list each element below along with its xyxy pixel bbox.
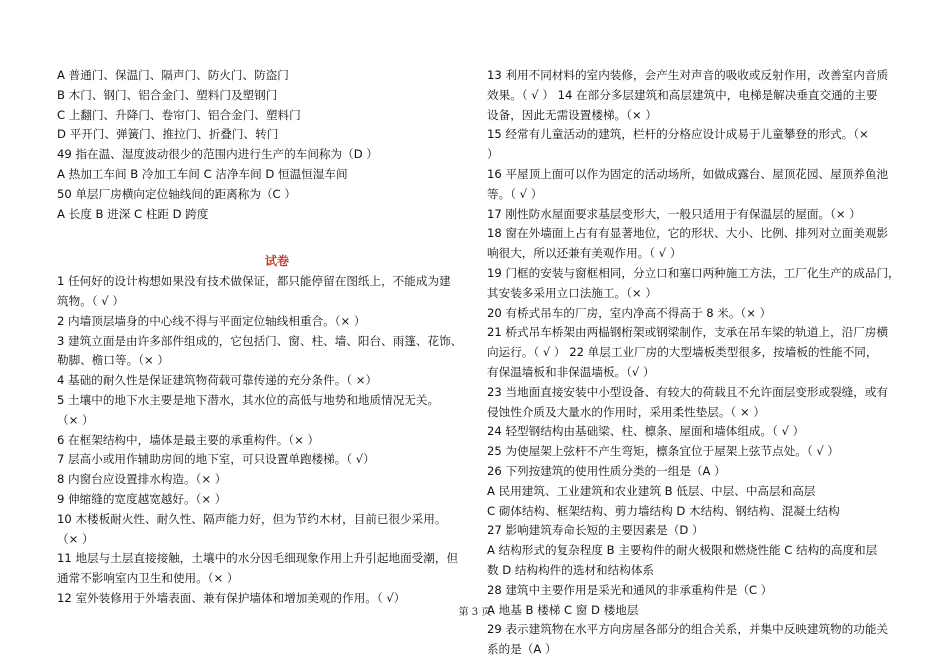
section-gap bbox=[57, 224, 467, 252]
text-line: 7 层高小或用作辅助房间的地下室，可只设置单跑楼梯。（ √） bbox=[57, 452, 375, 467]
text-line: 其安装多采用立口法施工。（× ） bbox=[487, 285, 657, 300]
text-line: 通常不影响室内卫生和使用。（× ） bbox=[57, 571, 239, 586]
text-line: 19 门框的安装与窗框相同，分立口和塞口两种施工方法，工厂化生产的成品门， bbox=[487, 265, 900, 280]
text-line: A 民用建筑、工业建筑和农业建筑 B 低层、中层、中高层和高层 bbox=[487, 483, 816, 498]
text-line: 29 表示建筑物在水平方向房屋各部分的组合关系，并集中反映建筑物的功能关 bbox=[487, 622, 889, 637]
text-line: 设备，因此无需设置楼梯。（× ） bbox=[487, 107, 657, 122]
text-line: 响很大，所以还兼有美观作用。（ √ ） bbox=[487, 246, 682, 261]
text-line: A 普通门、保温门、隔声门、防火门、防盗门 bbox=[57, 68, 289, 82]
text-line: A 长度 B 进深 C 柱距 D 跨度 bbox=[57, 206, 209, 221]
text-line: 10 木楼板耐火性、耐久性、隔声能力好，但为节约木材，目前已很少采用。 bbox=[57, 511, 447, 526]
text-line: 18 窗在外墙面上占有有显著地位，它的形状、大小、比例、排列对立面美观影 bbox=[487, 226, 889, 241]
text-line: （× ） bbox=[57, 531, 94, 546]
text-line: C 上翻门、升降门、卷帘门、铝合金门、塑料门 bbox=[57, 107, 301, 122]
text-line: 26 下列按建筑的使用性质分类的一组是（A ） bbox=[487, 463, 726, 478]
text-line: 8 内窗台应设置排水构造。（× ） bbox=[57, 472, 227, 487]
right-column bbox=[487, 66, 900, 660]
text-line: 11 地层与土层直接接触，土壤中的水分因毛细现象作用上升引起地面受潮，但 bbox=[57, 551, 459, 566]
text-line: 49 指在温、湿度波动很少的范围内进行生产的车间称为（D ） bbox=[57, 147, 378, 162]
left-column bbox=[57, 66, 467, 609]
text-line: 21 桥式吊车桥架由两榀钢桁架或钢梁制作，支承在吊车梁的轨道上，沿厂房横 bbox=[487, 325, 889, 340]
text-line: 25 为使屋架上弦杆不产生弯矩，檩条宜位于屋架上弦节点处。（ √ ） bbox=[487, 444, 840, 459]
text-line: 12 室外装修用于外墙表面、兼有保护墙体和增加美观的作用。（ √） bbox=[57, 590, 406, 605]
text-line: B 木门、钢门、铝合金门、塑料门及塑钢门 bbox=[57, 87, 278, 102]
text-line: 向运行。（ √ ） 22 单层工业厂房的大型墙板类型很多，按墙板的性能不同， bbox=[487, 345, 878, 360]
text-line: 17 刚性防水屋面要求基层变形大，一般只适用于有保温层的屋面。（× ） bbox=[487, 206, 861, 221]
text-line: 5 土壤中的地下水主要是地下潜水，其水位的高低与地势和地质情况无关。 bbox=[57, 392, 440, 407]
text-line: C 砌体结构、框架结构、剪力墙结构 D 木结构、钢结构、混凝土结构 bbox=[487, 503, 840, 518]
text-line: A 结构形式的复杂程度 B 主要构件的耐火极限和燃烧性能 C 结构的高度和层 bbox=[487, 543, 878, 558]
text-line: 15 经常有儿童活动的建筑，栏杆的分格应设计成易于儿童攀登的形式。（× bbox=[487, 127, 869, 142]
text-line: 20 有桥式吊车的厂房，室内净高不得高于 8 米。（× ） bbox=[487, 305, 772, 320]
text-line: 13 利用不同材料的室内装修，会产生对声音的吸收或反射作用，改善室内音质 bbox=[487, 68, 889, 82]
page-number: 第 3 页 bbox=[458, 607, 492, 618]
text-line: 筑物。（ √ ） bbox=[57, 293, 124, 308]
text-line: 16 平屋顶上面可以作为固定的活动场所，如做成露台、屋顶花园、屋顶养鱼池 bbox=[487, 166, 889, 181]
text-line: 等。（ √ ） bbox=[487, 186, 543, 201]
text-line: 数 D 结构构件的选材和结构体系 bbox=[487, 562, 655, 577]
section-title: 试卷 bbox=[264, 254, 289, 269]
left-question-lines bbox=[57, 272, 467, 609]
left-top-lines bbox=[57, 66, 467, 224]
text-line: 系的是（A ） bbox=[487, 642, 557, 657]
text-line: 27 影响建筑寿命长短的主要因素是（D ） bbox=[487, 523, 704, 538]
text-line: （× ） bbox=[57, 412, 94, 427]
text-line: 23 当地面直接安装中小型设备、有较大的荷载且不允许面层变形或裂缝，或有 bbox=[487, 384, 889, 399]
text-line: ） bbox=[487, 147, 499, 162]
text-line: 2 内墙顶层墙身的中心线不得与平面定位轴线相重合。（× ） bbox=[57, 313, 366, 328]
text-line: A 热加工车间 B 冷加工车间 C 洁净车间 D 恒温恒湿车间 bbox=[57, 166, 348, 181]
text-line: 24 轻型钢结构由基础梁、柱、檩条、屋面和墙体组成。（ √ ） bbox=[487, 424, 805, 439]
text-line: 侵蚀性介质及大量水的作用时，采用柔性垫层。（ × ） bbox=[487, 404, 765, 419]
text-line: 有保温墙板和非保温墙板。（√ ） bbox=[487, 364, 655, 379]
text-line: 效果。（ √ ） 14 在部分多层建筑和高层建筑中，电梯是解决垂直交通的主要 bbox=[487, 87, 878, 102]
text-line: 1 任何好的设计构想如果没有技术做保证，都只能停留在图纸上，不能成为建 bbox=[57, 274, 451, 289]
text-line: A 地基 B 楼梯 C 窗 D 楼地层 bbox=[487, 602, 639, 617]
text-line: 9 伸缩缝的宽度越宽越好。（× ） bbox=[57, 491, 227, 506]
text-line: D 平开门、弹簧门、推拉门、折叠门、转门 bbox=[57, 127, 279, 142]
text-line: 4 基础的耐久性是保证建筑物荷载可靠传递的充分条件。（ ×） bbox=[57, 373, 378, 388]
text-line: 6 在框架结构中，墙体是最主要的承重构件。（× ） bbox=[57, 432, 320, 447]
text-line: 勒脚、檐口等。（× ） bbox=[57, 353, 169, 368]
text-line: 50 单层厂房横向定位轴线间的距离称为（C ） bbox=[57, 186, 296, 201]
text-line: 28 建筑中主要作用是采光和通风的非承重构件是（C ） bbox=[487, 582, 773, 597]
text-line: 3 建筑立面是由许多部件组成的，它包括门、窗、柱、墙、阳台、雨篷、花饰、 bbox=[57, 333, 463, 348]
right-question-lines bbox=[487, 66, 900, 660]
